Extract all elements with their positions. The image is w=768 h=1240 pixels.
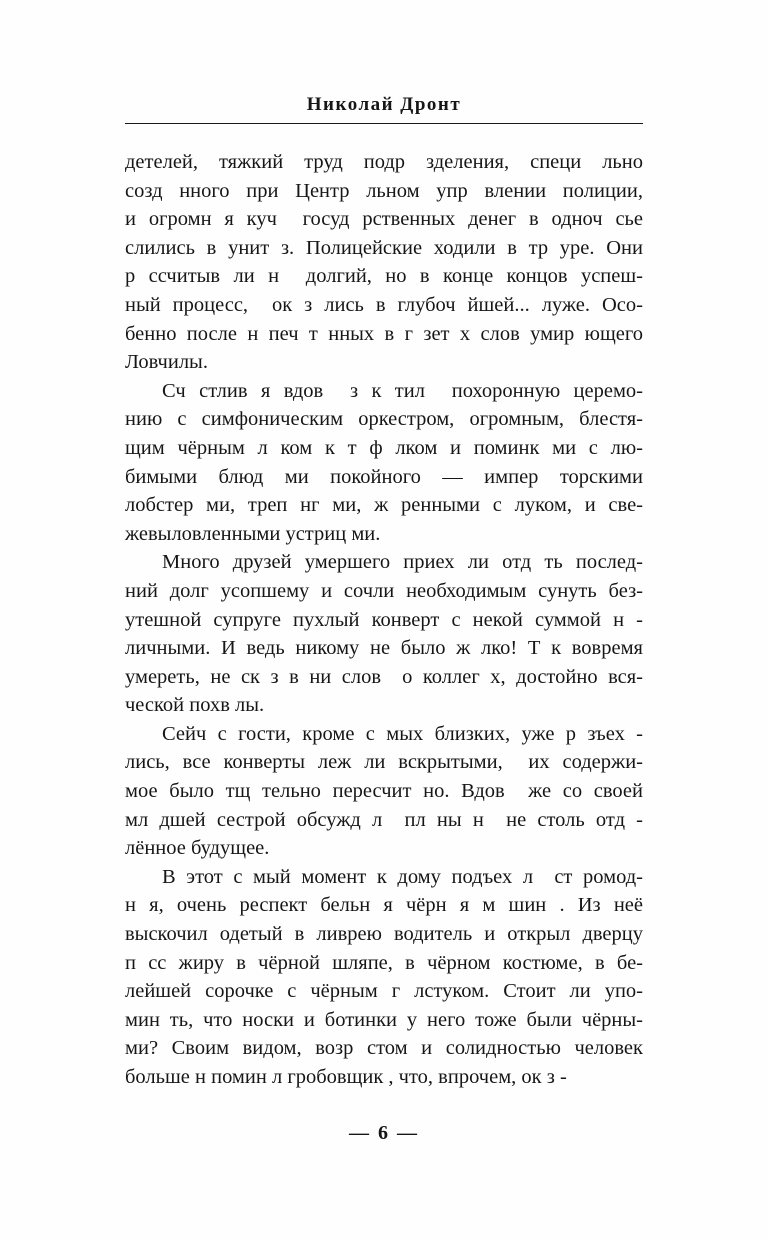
text-line: п сс жиру в чёрной шляпе, в чёрном костюме, в бе- [125, 951, 643, 974]
text-line: личными. И ведь никому не было ж лко! Т к вовремя [125, 637, 643, 660]
page-number: — 6 — [349, 1122, 419, 1144]
text-line: В этот с мый момент к дому подъех л ст ромод- [162, 865, 643, 888]
text-line: лобстер ми, треп нг ми, ж ренными с луком, и све- [125, 494, 643, 517]
paragraph [125, 720, 643, 863]
text-line: мин ть, что носки и ботинки у него тоже были чёрны- [125, 1008, 643, 1031]
text-line: мл дшей сестрой обсужд л пл ны н не столь отд - [125, 808, 643, 831]
text-line: н я, очень респект бельн я чёрн я м шин . Из неё [125, 894, 643, 917]
text-line: нию с симфоническим оркестром, огромным, блестя- [125, 408, 643, 431]
text-line: ми? Своим видом, возр стом и солидностью человек [125, 1037, 643, 1060]
text-line: р ссчитыв ли н долгий, но в конце концов успеш- [125, 265, 643, 288]
text-line: лейшей сорочке с чёрным г лстуком. Стоит ли упо- [125, 980, 643, 1003]
paragraph [125, 377, 643, 549]
text-line: больше н помин л гробовщик , что, впрочем, ок з - [125, 1066, 567, 1088]
text-line: утешной супруге пухлый конверт с некой суммой н - [125, 608, 643, 631]
text-line: слились в унит з. Полицейские ходили в тр уре. Они [125, 236, 643, 259]
text-line: Сейч с гости, кроме с мых близких, уже р зъех - [162, 722, 643, 745]
header-rule [125, 123, 643, 124]
text-line: выскочил одетый в ливрею водитель и открыл дверцу [125, 923, 643, 946]
text-line: умереть, не ск з в ни слов о коллег х, достойно вся- [125, 665, 643, 688]
text-line: мое было тщ тельно пересчит но. Вдов же со своей [125, 780, 643, 803]
text-line: созд нного при Центр льном упр влении полиции, [125, 179, 643, 202]
text-line: Много друзей умершего приех ли отд ть послед- [162, 551, 643, 574]
text-line: ный процесс, ок з лись в глубоч йшей... луже. Осо- [125, 293, 643, 316]
paragraph [125, 548, 643, 720]
text-line: бимыми блюд ми покойного — импер торскими [125, 465, 643, 488]
paragraph [125, 148, 643, 377]
text-line: Сч стлив я вдов з к тил похоронную церемо- [162, 379, 643, 402]
text-line: бенно после н печ т нных в г зет х слов умир ющего [125, 322, 643, 345]
text-line: детелей, тяжкий труд подр зделения, специ льно [125, 151, 643, 173]
paragraph [125, 863, 643, 1092]
text-line: лённое будущее. [125, 837, 270, 860]
text-line: ческой похв лы. [125, 694, 265, 717]
body-text [125, 148, 643, 1092]
text-line: и огромн я куч госуд рственных денег в одноч сье [125, 208, 643, 231]
text-line: щим чёрным л ком к т ф лком и поминк ми с лю- [125, 436, 643, 459]
text-line: жевыловленными устриц ми. [125, 522, 381, 545]
text-line: лись, все конверты леж ли вскрытыми, их содержи- [125, 751, 643, 774]
running-header: Николай Дронт [306, 94, 462, 115]
text-line: Ловчилы. [125, 351, 208, 374]
text-line: ний долг усопшему и сочли необходимым сунуть без- [125, 579, 643, 602]
